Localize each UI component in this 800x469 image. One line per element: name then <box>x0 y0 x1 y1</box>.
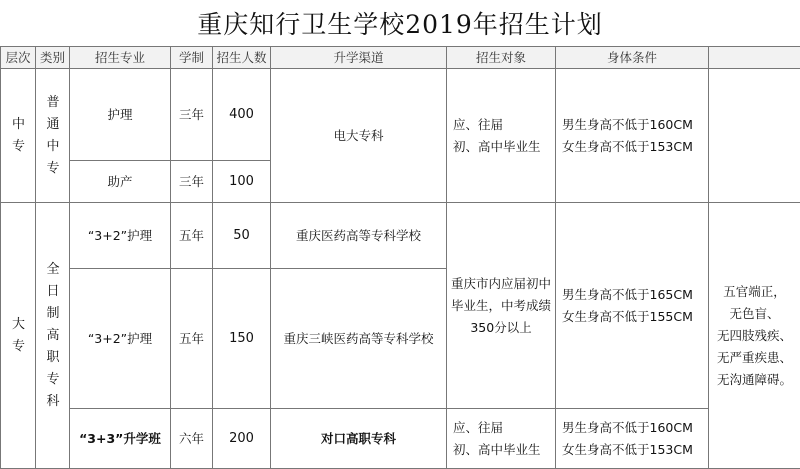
enrollment-table <box>0 46 800 469</box>
table-row <box>1 203 800 269</box>
header-category: 类别 <box>36 47 70 69</box>
header-body-extra <box>709 47 800 69</box>
body-extra-cell-top <box>709 69 800 203</box>
major-cell: 助产 <box>70 161 171 203</box>
header-level: 层次 <box>1 47 36 69</box>
category-cell-quanri <box>36 203 70 469</box>
major-cell: “3+2”护理 <box>70 269 171 409</box>
channel-cell: 电大专科 <box>271 69 447 203</box>
header-target: 招生对象 <box>447 47 556 69</box>
channel-cell: 重庆医药高等专科学校 <box>271 203 447 269</box>
level-cell-dazhuan <box>1 203 36 469</box>
level-cell-zhongzhuan <box>1 69 36 203</box>
count-cell: 200 <box>213 409 271 469</box>
level-label: 中专 <box>12 114 24 158</box>
channel-cell: 对口高职专科 <box>271 409 447 469</box>
major-cell: 护理 <box>70 69 171 161</box>
years-cell: 五年 <box>171 269 213 409</box>
target-cell <box>447 203 556 409</box>
target-cell: 应、往届 初、高中毕业生 <box>447 409 556 469</box>
page-title: 重庆知行卫生学校2019年招生计划 <box>0 0 800 46</box>
table-header-row <box>1 47 800 69</box>
table-row <box>1 69 800 161</box>
header-major: 招生专业 <box>70 47 171 69</box>
body-extra-cell: 五官端正， 无色盲、 无四肢残疾、 无严重疾患、 无沟通障碍。 <box>709 203 800 469</box>
category-label: 普通中专 <box>47 92 59 180</box>
target-text: 重庆市内应届初中毕业生，中考成绩350分以上 <box>449 273 553 339</box>
level-label: 大专 <box>12 314 24 358</box>
count-cell: 150 <box>213 269 271 409</box>
table-row <box>1 409 800 469</box>
body-cell: 男生身高不低于160CM 女生身高不低于153CM <box>556 409 709 469</box>
category-label: 全日制高职专科 <box>47 259 59 413</box>
header-years: 学制 <box>171 47 213 69</box>
count-cell: 400 <box>213 69 271 161</box>
body-cell: 男生身高不低于160CM 女生身高不低于153CM <box>556 69 709 203</box>
body-cell: 男生身高不低于165CM 女生身高不低于155CM <box>556 203 709 409</box>
count-cell: 50 <box>213 203 271 269</box>
years-cell: 三年 <box>171 161 213 203</box>
count-cell: 100 <box>213 161 271 203</box>
category-cell-putong <box>36 69 70 203</box>
target-cell: 应、往届 初、高中毕业生 <box>447 69 556 203</box>
channel-cell: 重庆三峡医药高等专科学校 <box>271 269 447 409</box>
years-cell: 五年 <box>171 203 213 269</box>
years-cell: 三年 <box>171 69 213 161</box>
years-cell: 六年 <box>171 409 213 469</box>
header-channel: 升学渠道 <box>271 47 447 69</box>
header-count: 招生人数 <box>213 47 271 69</box>
major-cell: “3+2”护理 <box>70 203 171 269</box>
major-cell: “3+3”升学班 <box>70 409 171 469</box>
header-body: 身体条件 <box>556 47 709 69</box>
